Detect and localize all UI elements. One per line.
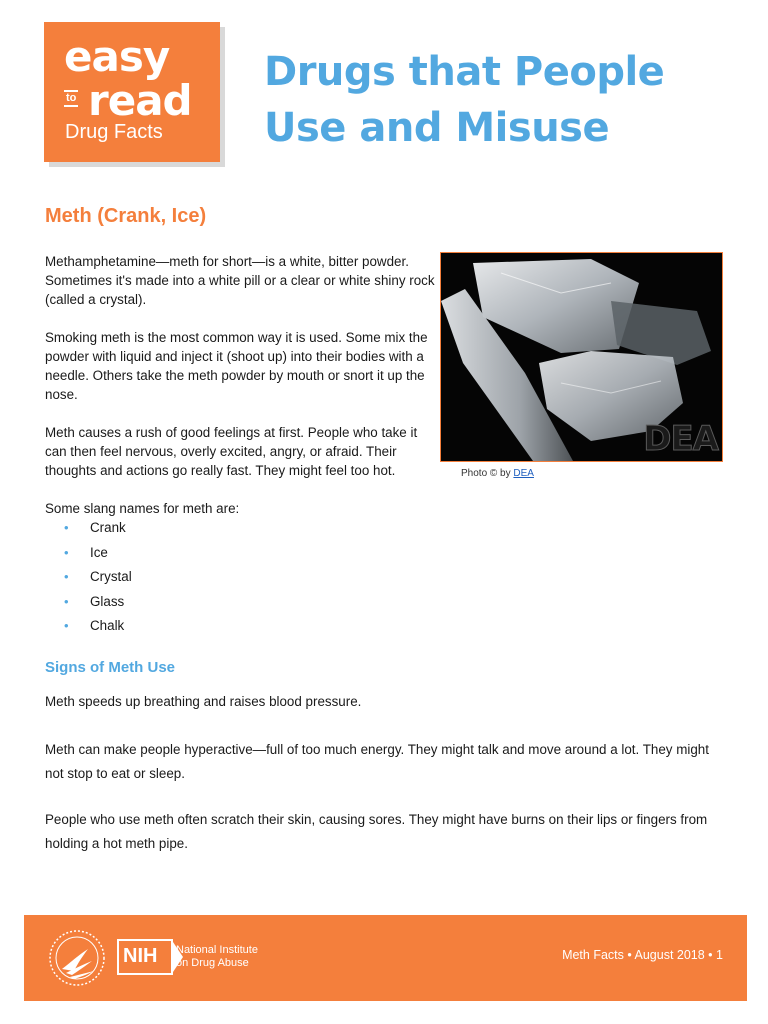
bullet-icon: • [64,544,69,560]
paragraph-slang-intro: Some slang names for meth are: [45,501,240,516]
nida-name [176,944,296,970]
section-heading: Meth (Crank, Ice) [45,205,207,227]
bullet-icon: • [64,569,69,585]
slang-name: Crank [90,520,126,535]
photo-watermark: DEA [643,419,718,459]
bullet-icon: • [64,593,69,609]
list-item [64,543,132,568]
title-line-2: Use and Misuse [264,105,610,151]
list-item [64,616,132,641]
slang-names-list [64,518,132,641]
slang-name: Ice [90,544,108,560]
footer-bar [24,915,747,1001]
paragraph-usage: Smoking meth is the most common way it is used. Some mix the powder with liquid and inject it (shoot up) into their bodies with a needle. Others take the meth powder by mouth or snort it up the nose. [45,330,428,402]
signs-paragraph-3: People who use meth often scratch their skin, causing sores. They might have burns on their lips or fingers from holding a hot meth pipe. [45,812,708,851]
caption-dea-link[interactable]: DEA [513,468,534,479]
list-item [64,518,132,543]
caption-prefix: Photo © by [461,468,514,479]
signs-paragraph-1: Meth speeds up breathing and raises blood pressure. [45,694,362,709]
signs-heading: Signs of Meth Use [45,659,176,676]
logo-to: to [64,90,78,107]
nih-logo [117,939,173,975]
easy-to-read-logo [44,22,220,162]
bullet-icon: • [64,618,69,634]
hhs-eagle-seal-icon [48,927,106,989]
logo-read: read [88,76,192,125]
logo-drug-facts: Drug Facts [65,121,163,143]
page-title [264,44,744,156]
list-item [64,567,132,592]
nih-abbr: NIH [123,945,158,967]
nida-name-line-1: National Institute [176,944,258,956]
paragraph-intro: Methamphetamine—meth for short—is a white, bitter powder. Sometimes it's made into a white pill or a clear or white shiny rock (called a crystal). [45,254,435,307]
logo-easy: easy [64,32,170,81]
photo-caption [461,468,534,479]
title-line-1: Drugs that People [264,49,665,95]
list-item [64,592,132,617]
slang-name: Crystal [90,569,132,585]
slang-name: Chalk [90,618,125,634]
signs-paragraph-2: Meth can make people hyperactive—full of too much energy. They might talk and move around a lot. They might not stop to eat or sleep. [45,742,709,781]
footer-meta: Meth Facts • August 2018 • 1 [562,948,723,962]
slang-name: Glass [90,593,125,609]
bullet-icon: • [64,520,69,535]
meth-crystal-photo [440,252,723,462]
paragraph-effects: Meth causes a rush of good feelings at first. People who take it can then feel nervous, overly excited, angry, or afraid. Their thoughts and actions go really fast. They might feel too hot. [45,425,418,478]
nida-name-line-2: on Drug Abuse [176,957,249,969]
